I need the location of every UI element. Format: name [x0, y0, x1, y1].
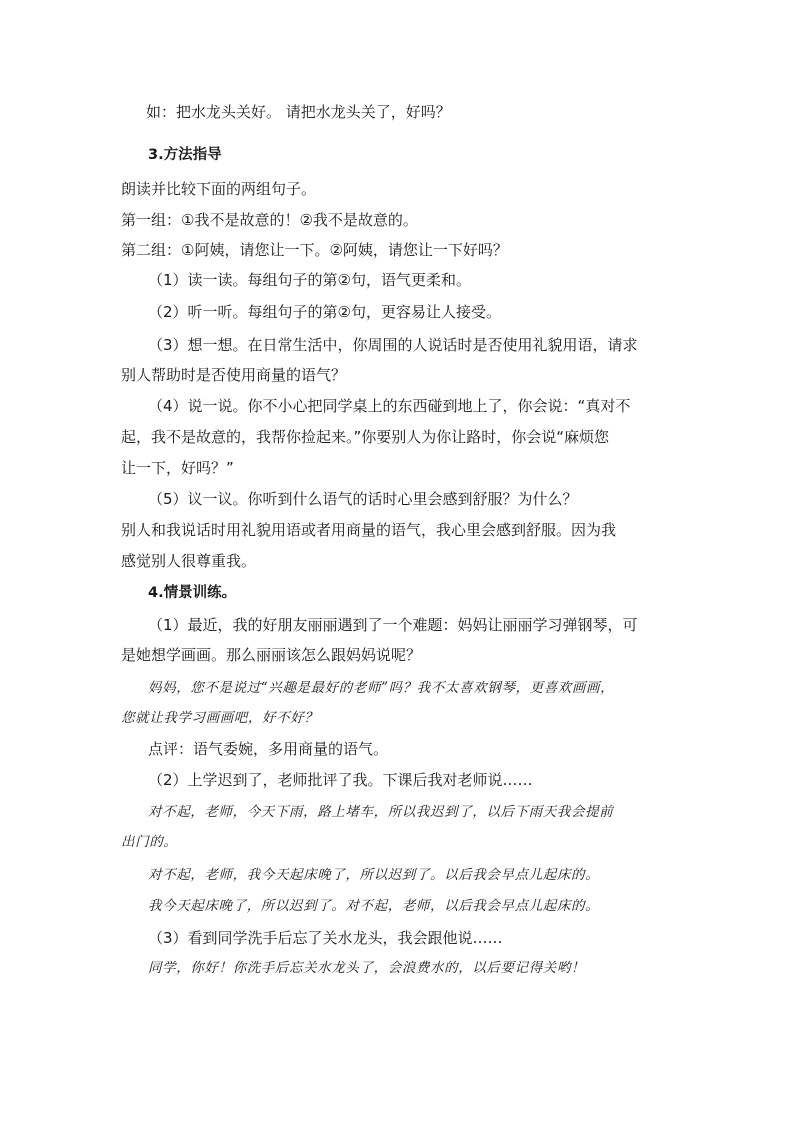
- list-item-say-cont: 起，我不是故意的，我帮你捡起来。”你要别人为你让路时，你会说“麻烦您: [121, 428, 610, 446]
- scenario-item-3: （3）看到同学洗手后忘了关水龙头，我会跟他说……: [148, 929, 503, 947]
- list-item-think-cont: 别人帮助时是否使用商量的语气？: [121, 366, 347, 384]
- handwritten-answer: 出门的。: [121, 834, 178, 850]
- list-item-say-cont: 让一下，好吗？”: [121, 459, 234, 477]
- list-item-say: （4）说一说。你不小心把同学桌上的东西碰到地上了，你会说：“真对不: [148, 397, 631, 415]
- paragraph-line: 第二组：①阿姨，请您让一下。②阿姨，请您让一下好吗？: [121, 241, 508, 259]
- scenario-item-1: （1）最近，我的好朋友丽丽遇到了一个难题：妈妈让丽丽学习弹钢琴，可: [148, 616, 638, 634]
- paragraph-line: 感觉别人很尊重我。: [121, 552, 257, 570]
- scenario-item-2: （2）上学迟到了，老师批评了我。下课后我对老师说……: [148, 771, 533, 789]
- list-item-think: （3）想一想。在日常生活中，你周围的人说话时是否使用礼貌用语，请求: [148, 336, 638, 354]
- paragraph-line: 第一组：①我不是故意的！②我不是故意的。: [121, 211, 418, 229]
- paragraph-line: 朗读并比较下面的两组句子。: [121, 180, 317, 198]
- list-item-read: （1）读一读。每组句子的第②句，语气更柔和。: [148, 271, 471, 289]
- handwritten-answer: 妈妈，您不是说过“兴趣是最好的老师”吗？我不太喜欢钢琴，更喜欢画画，: [148, 680, 615, 696]
- list-item-listen: （2）听一听。每组句子的第②句，更容易让人接受。: [148, 303, 501, 321]
- handwritten-answer: 对不起，老师，今天下雨，路上堵车，所以我迟到了，以后下雨天我会提前: [148, 804, 614, 820]
- section-heading-method: 3.方法指导: [148, 147, 222, 163]
- handwritten-answer: 同学，你好！你洗手后忘关水龙头了，会浪费水的，以后要记得关哟！: [148, 960, 586, 976]
- section-heading-scenario: 4.情景训练。: [148, 585, 237, 601]
- paragraph-line: 别人和我说话时用礼貌用语或者用商量的语气，我心里会感到舒服。因为我: [121, 521, 617, 539]
- list-item-discuss: （5）议一议。你听到什么语气的话时心里会感到舒服？为什么？: [148, 490, 578, 508]
- handwritten-answer: 我今天起床晚了，所以迟到了。对不起，老师，以后我会早点儿起床的。: [148, 898, 600, 914]
- comment-line: 点评：语气委婉，多用商量的语气。: [148, 740, 389, 758]
- scenario-item-1-cont: 是她想学画画。那么丽丽该怎么跟妈妈说呢？: [121, 646, 422, 664]
- handwritten-answer: 您就让我学习画画吧，好不好？: [121, 710, 319, 726]
- example-line: 如：把水龙头关好。 请把水龙头关了，好吗？: [146, 103, 451, 121]
- handwritten-answer: 对不起，老师，我今天起床晚了，所以迟到了。以后我会早点儿起床的。: [148, 867, 600, 883]
